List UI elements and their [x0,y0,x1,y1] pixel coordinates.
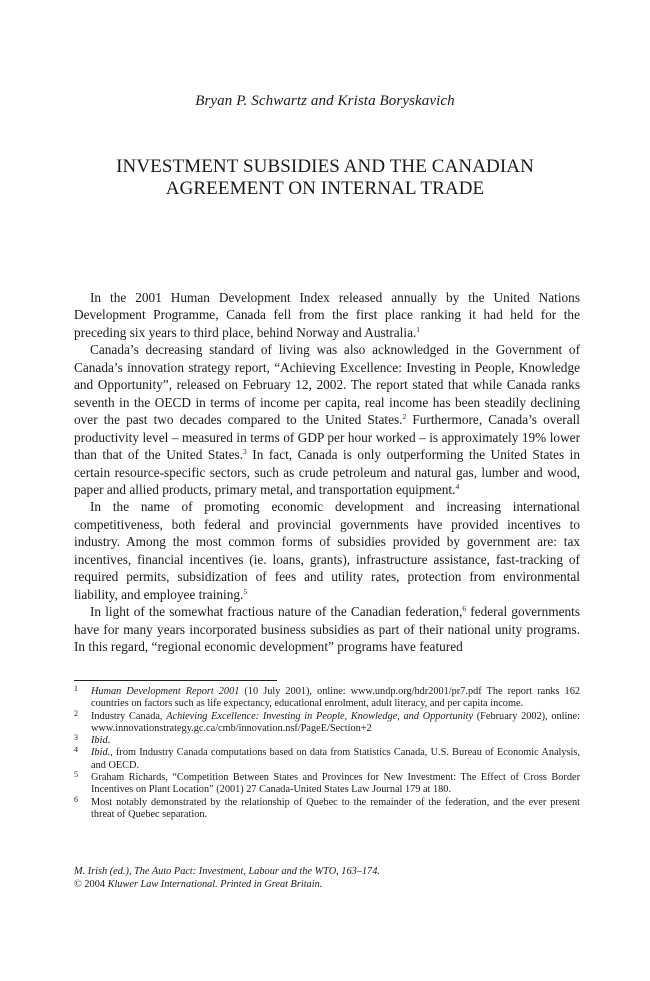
footnote-text [91,772,580,797]
paragraph [74,289,580,341]
footnote [74,772,580,797]
footnote-number: 4 [74,745,78,755]
paragraph [74,603,580,655]
footnotes [74,686,580,821]
footnote [74,735,580,747]
copyright-text: Kluwer Law International. Printed in Great Britain. [105,879,323,890]
text-run: . [107,735,111,747]
footnote-reference[interactable]: 6 [462,604,467,614]
text-run: Industry Canada, [91,710,167,722]
text-run: In the name of promoting economic development and increasing international competitiveness, both federal and provincial governments have provided incentives to industry. Among the most common forms of subsidies provided by government are: tax incentives, financial incentives (ie. loans, grants), infrastructure assistance, fast-tracking of required permits, subsidization of fees and utility rates, protection from environmental liability, and employee training. [74,499,580,602]
footnote-reference[interactable]: 1 [416,324,421,334]
author-line: Bryan P. Schwartz and Krista Boryskavich [195,93,455,109]
text-run: (February 2002), online: www.innovationstrategy.gc.ca/cmb/innovation.nsf/PageE/Section+2 [91,710,580,734]
text-run: federal governments have for many years incorporated business subsidies as part of their national unity programs. In this regard, “regional economic development” programs have featured [74,604,580,655]
footnote-reference[interactable]: 5 [243,586,248,596]
text-run: Most notably demonstrated by the relationship of Quebec to the remainder of the federation, and the ever present threat of Quebec separation. [91,796,580,820]
footnote-number: 5 [74,770,78,780]
text-run: In the 2001 Human Development Index released annually by the United Nations Development Programme, Canada fell from the first place ranking it had held for the preceding six years to third place, behind Norway and Australia. [74,290,580,340]
footnote-number: 2 [74,708,78,718]
copyright-symbol: © 2004 [74,879,105,890]
title-line-1: INVESTMENT SUBSIDIES AND THE CANADIAN [116,156,534,177]
footnote-text [91,735,580,747]
footnote-text [91,747,580,772]
article-title [0,156,650,200]
paragraph [74,341,580,498]
footnote [74,708,580,736]
source-citation [74,865,580,878]
body-text [74,289,580,656]
footnote-number: 1 [74,684,78,693]
text-run: (10 July 2001), online: www.undp.org/hdr2001/pr7.pdf The report ranks 162 countries on factors such as life expectancy, educational enrolment, adult literacy, and per capita income. [91,686,580,710]
footnote [74,794,580,822]
source-citation-text: M. Irish (ed.), The Auto Pact: Investment, Labour and the WTO, 163–174. [74,866,380,877]
paragraph [74,498,580,603]
footnote-number: 3 [74,733,78,743]
italic-text: Human Development Report 2001 [91,686,240,697]
footnote [74,686,580,711]
text-run: Furthermore, Canada’s overall productivity level – measured in terms of GDP per hour worked – is approximately 19% lower than that of the United States. [74,412,580,463]
italic-text: Ibid [91,735,108,747]
footnote-number: 6 [74,794,78,804]
text-run: Canada’s decreasing standard of living was also acknowledged in the Government of Canada’s innovation strategy report, “Achieving Excellence: Investing in People, Knowledge and Opportunity”, released on February 12, 2002. The report stated that while Canada ranks seventh in the OECD in terms of income per capita, real income has been steadily declining over the past two decades compared to the United States. [74,342,580,428]
footnote-text [91,797,580,822]
footnote [74,747,580,772]
footnote-reference[interactable]: 3 [243,447,247,457]
footnote-divider [74,680,277,681]
text-run: , from Industry Canada computations based on data from Statistics Canada, U.S. Bureau of Economic Analysis, and OECD. [91,747,580,771]
title-line-2: AGREEMENT ON INTERNAL TRADE [165,178,485,199]
publication-credits [74,865,580,891]
italic-text: Achieving Excellence: Investing in People, Knowledge, and Opportunity [166,710,474,722]
italic-text: Ibid. [91,747,111,759]
footnote-reference[interactable]: 4 [455,481,460,491]
footnote-text [91,711,580,736]
text-run: In light of the somewhat fractious nature of the Canadian federation, [90,604,463,620]
text-run: Graham Richards, “Competition Between States and Provinces for New Investment: The Effect of Cross Border Incentives on Plant Location” (2001) 27 Canada-United States Law Journal 179 at 180. [91,772,580,796]
text-run: In fact, Canada is only outperforming the United States in certain resource-specific sectors, such as crude petroleum and natural gas, lumber and wood, paper and allied products, primary metal, and transportation equipment. [74,447,580,497]
footnote-reference[interactable]: 2 [402,412,407,422]
footnote-text [91,686,580,711]
copyright-line [74,878,580,891]
